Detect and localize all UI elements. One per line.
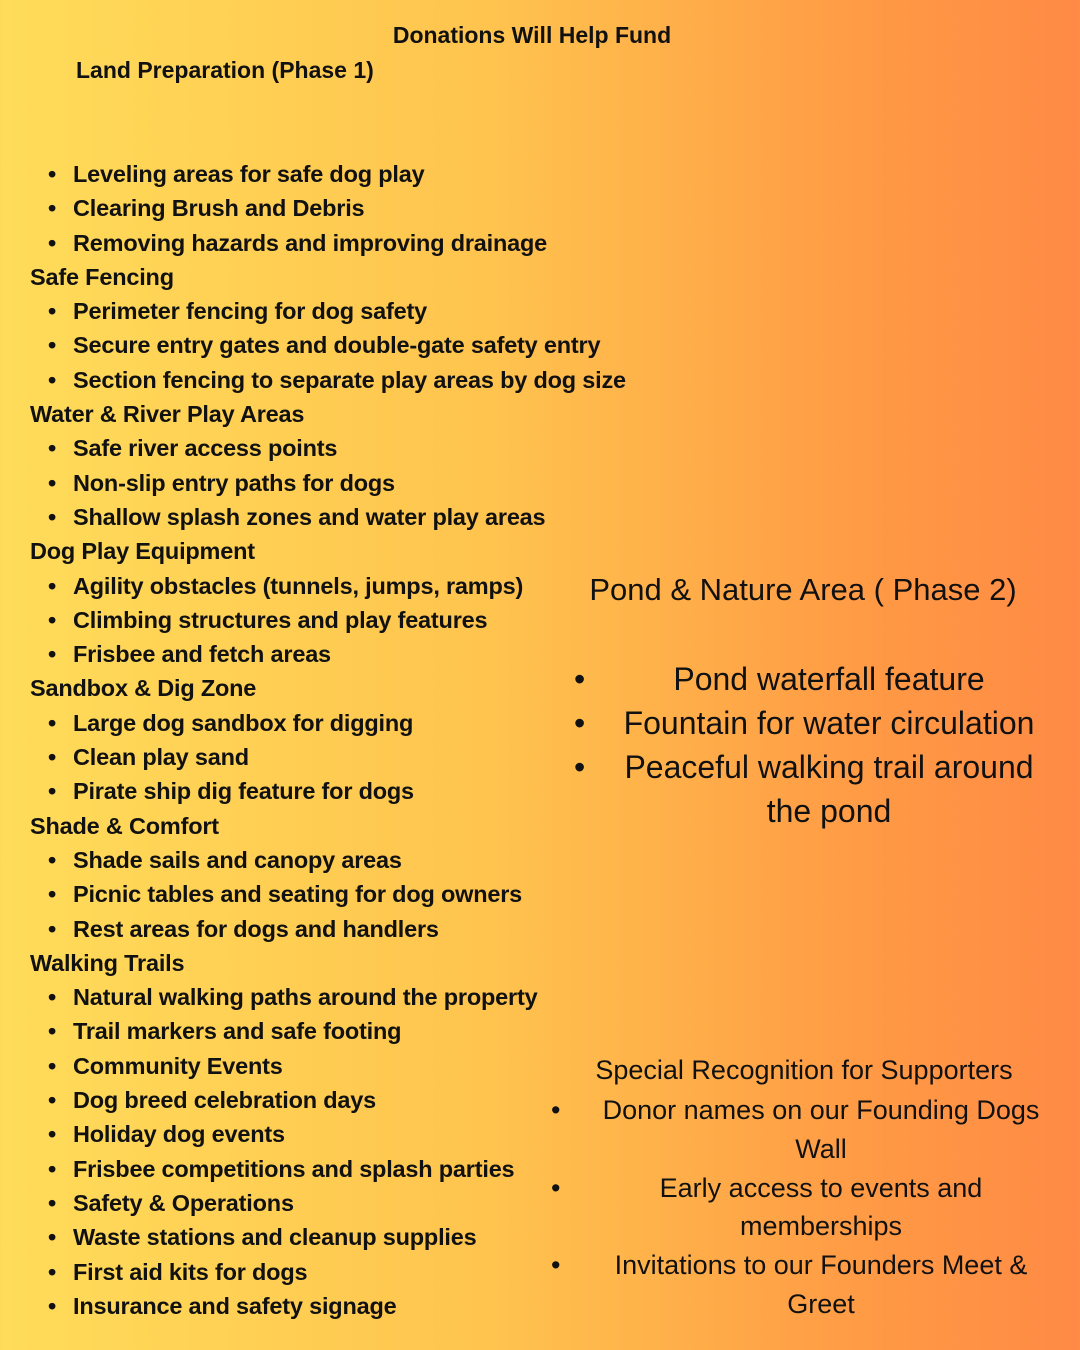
list-item: • Early access to events and memberships — [545, 1169, 1077, 1247]
list-item: • Safe river access points — [30, 431, 670, 465]
recognition-title: Special Recognition for Supporters — [595, 1055, 1013, 1085]
list-item: • Rest areas for dogs and handlers — [30, 912, 670, 946]
list-item: • Shade sails and canopy areas — [30, 843, 670, 877]
list-item: • Safety & Operations — [30, 1186, 670, 1220]
list-item: • Picnic tables and seating for dog owners — [30, 877, 670, 911]
section-heading: Water & River Play Areas — [30, 401, 305, 428]
list-item: • Dog breed celebration days — [30, 1083, 670, 1117]
list-item: • Pond waterfall feature — [570, 657, 1080, 701]
list-item: • Perimeter fencing for dog safety — [30, 294, 670, 328]
list-item: • Waste stations and cleanup supplies — [30, 1220, 670, 1254]
list-item: • Donor names on our Founding Dogs Wall — [545, 1091, 1077, 1169]
list-item: • Pirate ship dig feature for dogs — [30, 774, 670, 808]
list-item: • Large dog sandbox for digging — [30, 706, 670, 740]
section-heading: Walking Trails — [30, 949, 185, 976]
list-item: • Insurance and safety signage — [30, 1289, 670, 1323]
list-item: • Fountain for water circulation — [570, 701, 1080, 745]
page-title: Donations Will Help Fund — [392, 22, 672, 48]
recognition-list — [545, 1091, 1077, 1324]
list-item: • Trail markers and safe footing — [30, 1014, 670, 1048]
list-item: • First aid kits for dogs — [30, 1255, 670, 1289]
phase1-title: Land Preparation (Phase 1) — [76, 57, 374, 83]
section-heading: Sandbox & Dig Zone — [30, 675, 257, 702]
list-item: • Frisbee competitions and splash parties — [30, 1152, 670, 1186]
list-item: • Non-slip entry paths for dogs — [30, 466, 670, 500]
list-item: • Invitations to our Founders Meet & Greet — [545, 1246, 1077, 1324]
list-item: • Secure entry gates and double-gate safety entry — [30, 328, 670, 362]
list-item: • Peaceful walking trail around the pond — [570, 745, 1080, 833]
list-item: • Natural walking paths around the property — [30, 980, 670, 1014]
phase2-list — [570, 657, 1080, 833]
section-heading: Safe Fencing — [30, 263, 174, 290]
section-heading: Dog Play Equipment — [30, 538, 255, 565]
list-item: • Community Events — [30, 1049, 670, 1083]
list-item: • Climbing structures and play features — [30, 603, 670, 637]
list-item: • Holiday dog events — [30, 1117, 670, 1151]
list-item: • Removing hazards and improving drainage — [30, 226, 670, 260]
list-item: • Clearing Brush and Debris — [30, 191, 670, 225]
list-item: • Clean play sand — [30, 740, 670, 774]
list-item: • Agility obstacles (tunnels, jumps, ramps) — [30, 569, 670, 603]
list-item: • Section fencing to separate play areas by dog size — [30, 363, 670, 397]
list-item: • Shallow splash zones and water play areas — [30, 500, 670, 534]
list-item: • Frisbee and fetch areas — [30, 637, 670, 671]
section-heading: Shade & Comfort — [30, 812, 219, 839]
phase2-title: Pond & Nature Area ( Phase 2) — [589, 572, 1017, 607]
list-item: • Leveling areas for safe dog play — [30, 157, 670, 191]
